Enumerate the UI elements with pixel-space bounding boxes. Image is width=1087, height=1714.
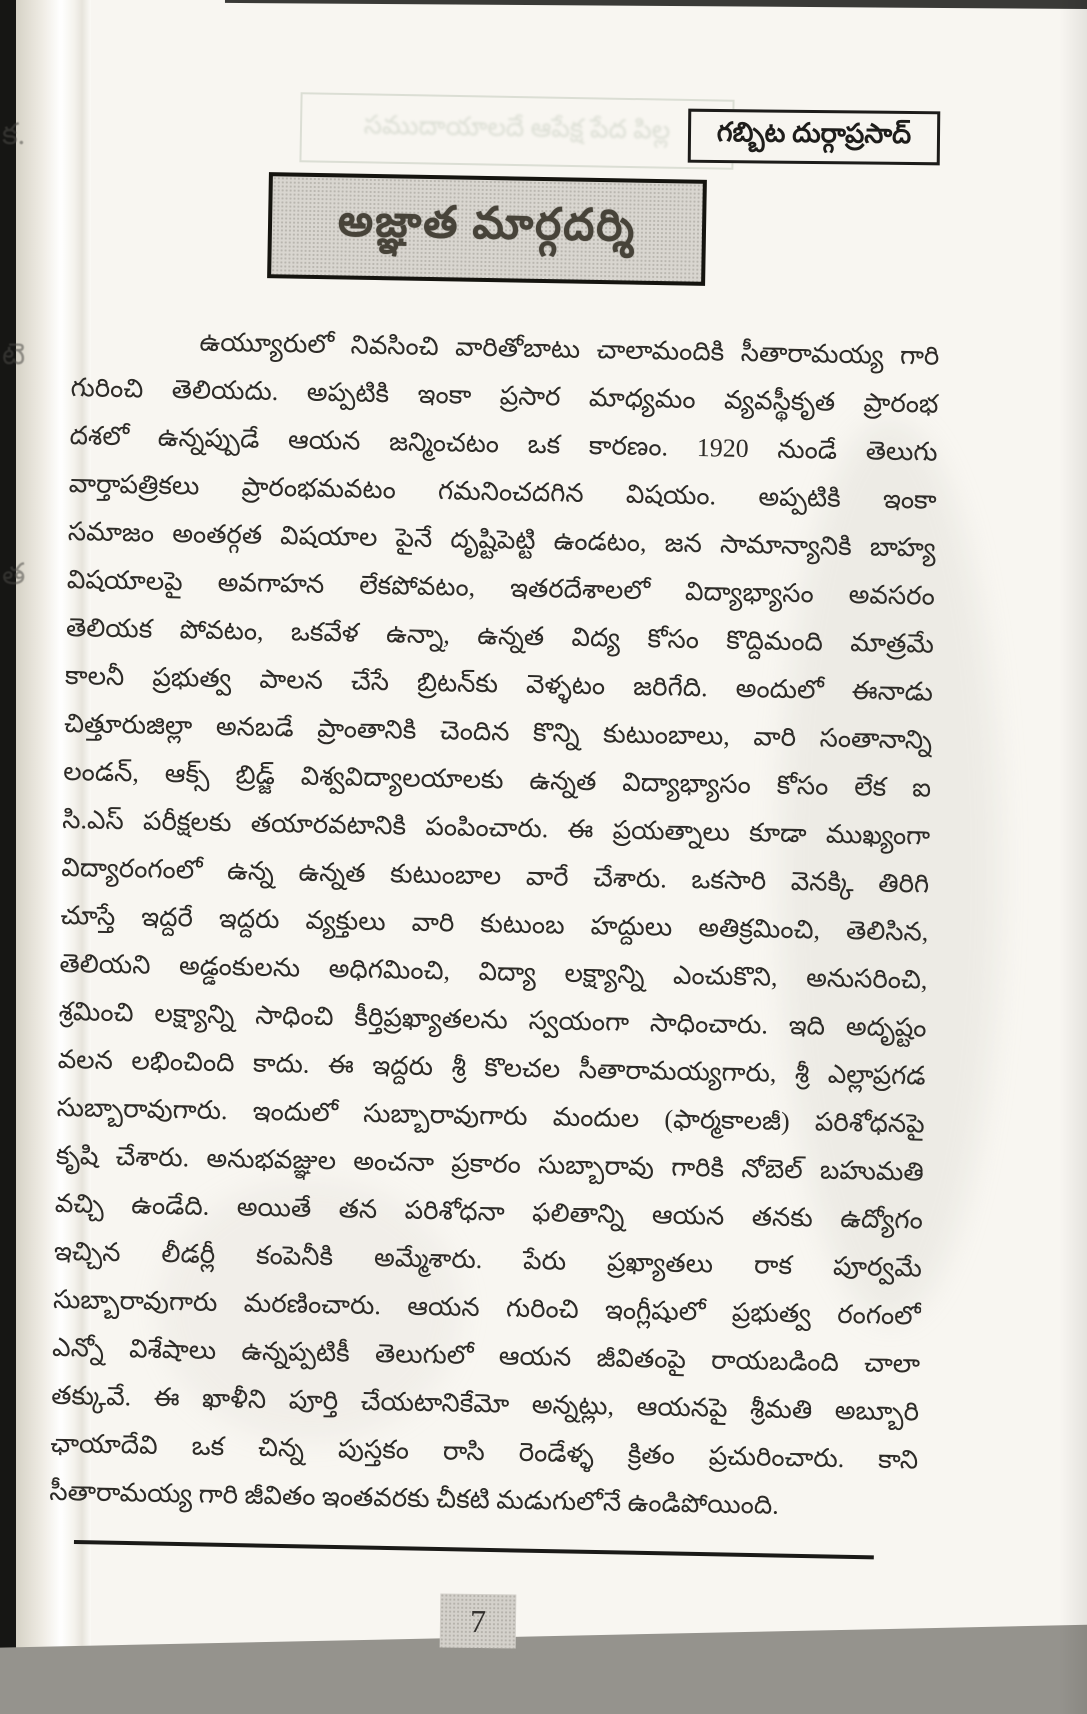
- chapter-title-box: [267, 172, 707, 286]
- text-line: కృషి చేశారు. అనుభవజ్ఞుల అంచనా ప్రకారం సుబ్బారావు గారికి నోబెల్ బహుమతి: [55, 1140, 925, 1187]
- spine-ghost-glyphs: [2, 120, 32, 780]
- text-line: ఎన్నో విశేషాలు ఉన్నప్పటికీ తెలుగులో ఆయన జీవితంపై రాయబడింది చాలా: [51, 1332, 921, 1379]
- text-line: తక్కువే. ఈ ఖాళీని పూర్తి చేయటానికేమో అన్నట్లు, ఆయనపై శ్రీమతి అబ్బూరి: [50, 1380, 920, 1427]
- text-line: గురించి తెలియదు. అప్పటికి ఇంకా ప్రసార మాధ్యమం వ్యవస్థీకృత ప్రారంభ: [70, 372, 939, 419]
- spine-ghost-glyph: క.: [2, 118, 26, 151]
- text-line: శ్రమించి లక్ష్యాన్ని సాధించి కీర్తిప్రఖ్యాతలను స్వయంగా సాధించారు. ఇది అదృష్టం: [58, 996, 927, 1043]
- text-line: సుబ్బారావుగారు. ఇందులో సుబ్బారావుగారు మందుల (ఫార్మకాలజీ) పరిశోధనపై: [56, 1092, 925, 1139]
- author-header-box: [688, 109, 941, 166]
- author-name: గబ్బిట దుర్గాప్రసాద్: [716, 116, 912, 150]
- text-line: కాలనీ ప్రభుత్వ పాలన చేసే బ్రిటన్‌కు వెళ్ళటం జరిగేది. అందులో ఈనాడు: [64, 660, 934, 707]
- text-line: ఇచ్చిన లీడర్లీ కంపెనీకి అమ్మేశారు. పేరు ప్రఖ్యాతలు రాక పూర్వమే: [53, 1236, 923, 1283]
- footer-divider-rule: [74, 1540, 874, 1559]
- text-line: విద్యారంగంలో ఉన్న ఉన్నత కుటుంబాల వారే చేశారు. ఒకసారి వెనక్కి తిరిగి: [61, 852, 930, 899]
- page-number: 7: [469, 1602, 487, 1639]
- text-line: తెలియని అడ్డంకులను అధిగమించి, విద్యా లక్ష్యాన్ని ఎంచుకొని, అనుసరించి,: [59, 948, 928, 995]
- text-line: తెలియక పోవటం, ఒకవేళ ఉన్నా, ఉన్నత విద్య కోసం కొద్దిమంది మాత్రమే: [65, 612, 935, 659]
- text-line: వలన లభించింది కాదు. ఈ ఇద్దరు శ్రీ కొలచల సీతారామయ్యగారు, శ్రీ ఎల్లాప్రగడ: [57, 1044, 926, 1091]
- spine-ghost-glyph: టె: [2, 338, 26, 371]
- text-line: విషయాలపై అవగాహన లేకపోవటం, ఇతరదేశాలలో విద్యాభ్యాసం అవసరం: [66, 564, 936, 611]
- page-title: అజ్ఞాత మార్గదర్శి: [337, 196, 637, 251]
- text-line: దశలో ఉన్నప్పుడే ఆయన జన్మించటం ఒక కారణం. 1920 నుండే తెలుగు: [69, 420, 938, 467]
- text-line: సి.ఎస్ పరీక్షలకు తయారవటానికి పంపించారు. ఈ ప్రయత్నాలు కూడా ముఖ్యంగా: [62, 804, 931, 851]
- text-line: వార్తాపత్రికలు ప్రారంభమవటం గమనించదగిన విషయం. అప్పటికి ఇంకా: [68, 468, 937, 515]
- top-scan-edge: [225, 0, 1087, 9]
- bleed-through-header: [299, 92, 734, 170]
- text-line: చూస్తే ఇద్దరే ఇద్దరు వ్యక్తులు వారి కుటుంబ హద్దులు అతిక్రమించి, తెలిసిన,: [60, 900, 929, 947]
- page-edge-shadow: [1059, 0, 1087, 1714]
- bleed-through-text: సముదాయాలదే ఆపేక్ష పేద పిల్ల: [363, 110, 671, 145]
- body-text: [49, 316, 940, 1532]
- text-line: ఉయ్యూరులో నివసించి వారితోబాటు చాలామందికి సీతారామయ్య గారి: [199, 327, 940, 371]
- spine-ghost-glyph: త: [2, 558, 26, 591]
- text-line: ఛాయాదేవి ఒక చిన్న పుస్తకం రాసి రెండేళ్ళ క్రితం ప్రచురించారు. కాని: [50, 1428, 919, 1475]
- page-number-box: [440, 1593, 517, 1648]
- text-line: వచ్చి ఉండేది. అయితే తన పరిశోధనా ఫలితాన్ని ఆయన తనకు ఉద్యోగం: [54, 1188, 924, 1235]
- text-line: చిత్తూరుజిల్లా అనబడే ప్రాంతానికి చెందిన కొన్ని కుటుంబాలు, వారి సంతానాన్ని: [63, 708, 933, 755]
- text-line: సుబ్బారావుగారు మరణించారు. ఆయన గురించి ఇంగ్లీషులో ప్రభుత్వ రంగంలో: [52, 1284, 922, 1331]
- text-line: సీతారామయ్య గారి జీవితం ఇంతవరకు చీకటి మడుగులోనే ఉండిపోయింది.: [49, 1476, 780, 1520]
- text-line: లండన్, ఆక్స్ బ్రిడ్జ్ విశ్వవిద్యాలయాలకు ఉన్నత విద్యాభ్యాసం కోసం లేక ఐ: [62, 756, 932, 803]
- text-line: సమాజం అంతర్గత విషయాల పైనే దృష్టిపెట్టి ఉండటం, జన సామాన్యానికి బాహ్య: [67, 516, 936, 563]
- scanner-background: [0, 1624, 1087, 1714]
